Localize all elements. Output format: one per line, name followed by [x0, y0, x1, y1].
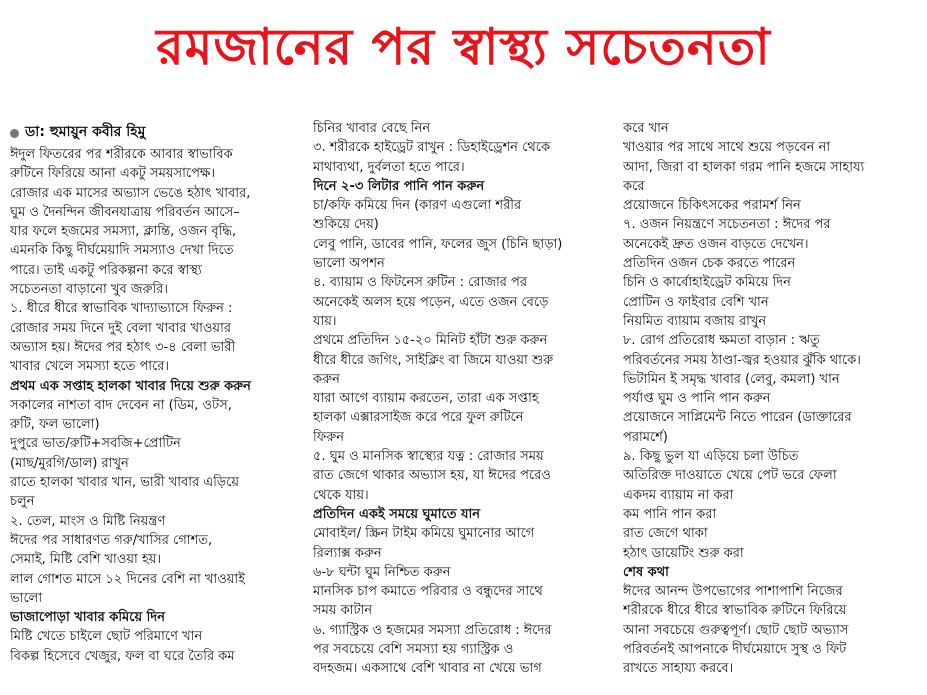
text-line: রাখতে সাহায্য করবে। [623, 661, 734, 677]
text-line: চা/কফি কমিয়ে দিন (কারণ এগুলো শরীর [313, 198, 522, 214]
article-column-2 [313, 119, 615, 695]
text-line: প্রোটিন ও ফাইবার বেশি খান [623, 294, 769, 310]
text-line: করে [623, 178, 645, 194]
text-line: অনেকেই দ্রুত ওজন বাড়তে দেখেন। [623, 236, 809, 252]
text-line: চিনির খাবার বেছে নিন [313, 121, 431, 136]
text-line: ধীরে ধীরে জগিং, সাইক্লিং বা জিমে যাওয়া শুরু [313, 352, 554, 368]
text-line: পর্যাপ্ত ঘুম ও পানি পান করুন [623, 391, 771, 407]
subheading-line: দিনে ২-৩ লিটার পানি পান করুন [313, 178, 485, 194]
text-line: শুকিয়ে দেয়) [313, 217, 379, 233]
text-line: চলুন [10, 494, 35, 510]
text-line: এমনকি কিছু দীর্ঘমেয়াদি সমস্যাও দেখা দিতে [10, 243, 234, 259]
text-line: ভালো [10, 590, 43, 606]
column-1-text [10, 145, 304, 666]
text-line: যার ফলে হজমের সমস্যা, ক্লান্তি, ওজন বৃদ্ধি, [10, 224, 237, 240]
text-line: ২. তেল, মাংস ও মিষ্টি নিয়ন্ত্রণ [10, 513, 166, 529]
text-line: ৯. কিছু ভুল যা এড়িয়ে চলা উচিত [623, 449, 799, 465]
article-column-1 [10, 121, 304, 695]
text-line: দুপুরে ভাত/রুটি+সবজি+প্রোটিন [10, 436, 181, 452]
text-line: করুন [313, 371, 340, 387]
text-line: অভ্যাস হয়। ঈদের পর হঠাৎ ৩-৪ বেলা ভারী [10, 339, 236, 355]
text-line: বিকল্প হিসেবে খেজুর, ফল বা ঘরে তৈরি কম [10, 648, 235, 664]
text-line: ৪. ব্যায়াম ও ফিটনেস রুটিন : রোজার পর [313, 275, 527, 291]
text-line: আদা, জিরা বা হালকা গরম পানি হজমে সাহায্য [623, 159, 865, 175]
text-line: একদম ব্যায়াম না করা [623, 487, 734, 503]
text-line: সচেতনতা বাড়ানো খুব জরুরি। [10, 282, 168, 298]
subheading-line: প্রতিদিন একই সময়ে ঘুমাতে যান [313, 506, 481, 522]
text-line: রাতে হালকা খাবার খান, ভারী খাবার এড়িয়ে [10, 475, 240, 491]
text-line: মাথাব্যথা, দুর্বলতা হতে পারে। [313, 159, 465, 175]
text-line: ঈদের আনন্দ উপভোগের পাশাপাশি নিজের [623, 584, 843, 600]
text-line: প্রতিদিন ওজন চেক করতে পারেন [623, 256, 796, 272]
text-line: আনা সবচেয়ে গুরুত্বপূর্ণ। ছোট ছোট অভ্যাস [623, 622, 849, 638]
text-line: হঠাৎ ডায়েটিং শুরু করা [623, 545, 744, 561]
text-line: ৮. রোগ প্রতিরোধ ক্ষমতা বাড়ান : ঋতু [623, 333, 820, 349]
text-line: ভালো অপশন [313, 256, 385, 272]
text-line: খাওয়ার পর সাথে সাথে শুয়ে পড়বেন না [623, 140, 831, 156]
text-line: থেকে যায়। [313, 487, 369, 503]
text-line: পরামর্শে) [623, 429, 668, 445]
text-line: ৭. ওজন নিয়ন্ত্রণে সচেতনতা : ঈদের পর [623, 217, 831, 233]
text-line: ৩. শরীরকে হাইড্রেট রাখুন : ডিহাইড্রেশন থেকে [313, 140, 551, 156]
article-column-3 [623, 119, 921, 695]
text-line: বদহজম। একসাথে বেশি খাবার না খেয়ে ভাগ [313, 661, 542, 677]
text-line: মিষ্টি খেতে চাইলে ছোট পরিমাণে খান [10, 629, 203, 645]
text-line: ঈদের পর সাধারণত গরু/খাসির গোশত, [10, 532, 213, 548]
text-line: শরীরকে ধীরে ধীরে স্বাভাবিক রুটিনে ফিরিয়ে [623, 603, 847, 619]
text-line: ভিটামিন ই সমৃদ্ধ খাবার (লেবু, কমলা) খান [623, 371, 840, 387]
text-line: ৬-৮ ঘন্টা ঘুম নিশ্চিত করুন [313, 564, 451, 580]
text-line: করে খান [623, 121, 669, 136]
text-line: (মাছ/মুরগি/ডাল) রাখুন [10, 455, 129, 471]
text-line: পরিবর্তনই আপনাকে দীর্ঘমেয়াদে সুস্থ ও ফিট [623, 642, 847, 658]
text-line: সকালের নাশতা বাদ দেবেন না (ডিম, ওটস, [10, 397, 232, 413]
text-line: ১. ধীরে ধীরে স্বাভাবিক খাদ্যাভ্যাসে ফিরুন : [10, 301, 233, 317]
column-2-text [313, 119, 615, 679]
text-line: রাত জেগে থাকা [623, 526, 708, 542]
text-line: যারা আগে ব্যায়াম করতেন, তারা এক সপ্তাহ [313, 391, 539, 407]
text-line: মোবাইল/ স্ক্রিন টাইম কমিয়ে ঘুমানোর আগে [313, 526, 535, 542]
text-line: মানসিক চাপ কমাতে পরিবার ও বন্ধুদের সাথে [313, 584, 543, 600]
text-line: প্রথমে প্রতিদিন ১৫-২০ মিনিট হাঁটা শুরু করুন [313, 333, 548, 349]
text-line: প্রয়োজনে সাপ্লিমেন্ট নিতে পারেন (ডাক্তারের [623, 410, 852, 426]
text-line: লেবু পানি, ডাবের পানি, ফলের জুস (চিনি ছাড়া) [313, 236, 563, 252]
text-line: নিয়মিত ব্যায়াম বজায় রাখুন [623, 313, 767, 329]
text-line: রিল্যাক্স করুন [313, 545, 382, 561]
text-line: হালকা এক্সারসাইজ করে পরে ফুল রুটিনে [313, 410, 524, 426]
text-line: রোজার এক মাসের অভ্যাস ভেঙে হঠাৎ খাবার, [10, 185, 251, 201]
text-line: রুটি, ফল ভালো) [10, 417, 100, 433]
text-line: লাল গোশত মাসে ১২ দিনের বেশি না খাওয়াই [10, 571, 245, 587]
text-line: ফিরুন [313, 429, 344, 445]
text-line: প্রয়োজনে চিকিৎসকের পরামর্শ নিন [623, 198, 801, 214]
subheading-line: ভাজাপোড়া খাবার কমিয়ে দিন [10, 610, 165, 626]
text-line: অনেকেই অলস হয়ে পড়েন, এতে ওজন বেড়ে [313, 294, 549, 310]
text-line: ৫. ঘুম ও মানসিক স্বাস্থ্যের যত্ন : রোজার সময় [313, 449, 544, 465]
bullet-dot-icon [10, 129, 19, 138]
text-line: চিনি ও কার্বোহাইড্রেট কমিয়ে দিন [623, 275, 791, 291]
text-line: রাত জেগে থাকার অভ্যাস হয়, যা ঈদের পরেও [313, 468, 551, 484]
text-line: ঘুম ও দৈনন্দিন জীবনযাত্রায় পরিবর্তন আসে– [10, 204, 240, 220]
text-line: অতিরিক্ত দাওয়াতে খেয়ে পেট ভরে ফেলা [623, 468, 837, 484]
author-byline [10, 121, 304, 145]
text-line: যায়। [313, 313, 337, 329]
headline: রমজানের পর স্বাস্থ্য সচেতনতা [156, 18, 771, 76]
text-line: পরিবর্তনের সময় ঠাণ্ডা-জ্বর হওয়ার ঝুঁকি থাকে। [623, 352, 861, 368]
subheading-line: শেষ কথা [623, 564, 669, 580]
column-3-text [623, 119, 921, 679]
text-line: রুটিনে ফিরিয়ে আনা একটু সময়সাপেক্ষ। [10, 166, 216, 182]
author-name: ডা: হুমায়ুন কবীর হিমু [25, 124, 146, 141]
text-line: ৬. গ্যাস্ট্রিক ও হজমের সমস্যা প্রতিরোধ : ঈদের [313, 622, 552, 638]
text-line: খাবার খেলে সমস্যা হতে পারে। [10, 359, 170, 375]
text-line: রোজার সময় দিনে দুই বেলা খাবার খাওয়ার [10, 320, 232, 336]
subheading-line: প্রথম এক সপ্তাহ হালকা খাবার দিয়ে শুরু করুন [10, 378, 251, 394]
text-line: পর সবচেয়ে বেশি সমস্যা হয় গ্যাস্ট্রিক ও [313, 642, 514, 658]
text-line: সময় কাটান [313, 603, 373, 619]
text-line: সেমাই, মিষ্টি বেশি খাওয়া হয়। [10, 552, 162, 568]
text-line: ঈদুল ফিতরের পর শরীরকে আবার স্বাভাবিক [10, 147, 233, 162]
text-line: পারে। তাই একটু পরিকল্পনা করে স্বাস্থ্য [10, 262, 202, 278]
text-line: কম পানি পান করা [623, 506, 717, 522]
